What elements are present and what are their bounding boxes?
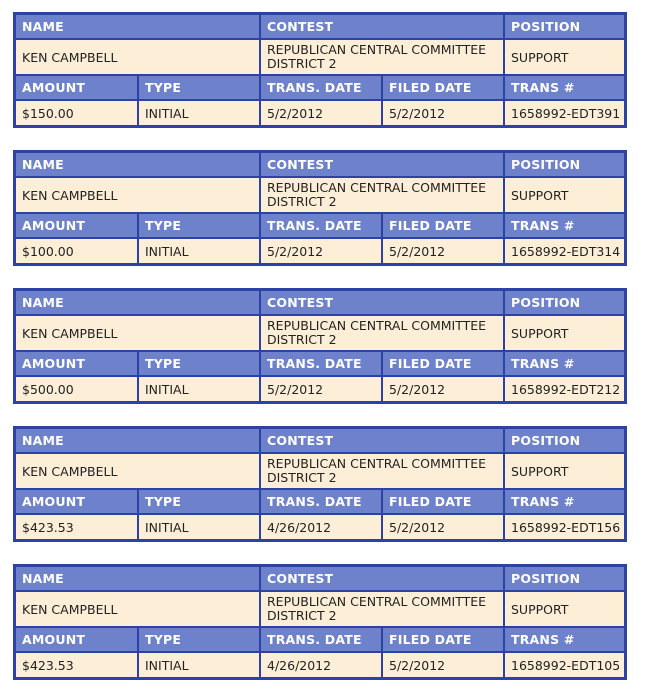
record-table bbox=[13, 564, 627, 680]
contest-header: CONTEST bbox=[261, 291, 503, 314]
trans-date-value: 4/26/2012 bbox=[261, 515, 381, 539]
trans-date-value: 5/2/2012 bbox=[261, 377, 381, 401]
type-header: TYPE bbox=[139, 490, 259, 513]
amount-value: $500.00 bbox=[16, 377, 137, 401]
position-header: POSITION bbox=[505, 15, 624, 38]
trans-number-header: TRANS # bbox=[505, 628, 624, 651]
record-table bbox=[13, 288, 627, 404]
trans-number-value: 1658992-EDT156 bbox=[505, 515, 624, 539]
contest-value: REPUBLICAN CENTRAL COMMITTEE DISTRICT 2 bbox=[261, 592, 503, 626]
filed-date-header: FILED DATE bbox=[383, 628, 503, 651]
trans-number-header: TRANS # bbox=[505, 490, 624, 513]
amount-value: $423.53 bbox=[16, 653, 137, 677]
name-header: NAME bbox=[16, 567, 259, 590]
contest-header: CONTEST bbox=[261, 153, 503, 176]
position-value: SUPPORT bbox=[505, 40, 624, 74]
trans-number-header: TRANS # bbox=[505, 352, 624, 375]
name-value: KEN CAMPBELL bbox=[16, 40, 259, 74]
type-header: TYPE bbox=[139, 628, 259, 651]
filed-date-value: 5/2/2012 bbox=[383, 515, 503, 539]
contest-header: CONTEST bbox=[261, 429, 503, 452]
name-value: KEN CAMPBELL bbox=[16, 316, 259, 350]
record-table bbox=[13, 12, 627, 128]
amount-header: AMOUNT bbox=[16, 214, 137, 237]
trans-date-header: TRANS. DATE bbox=[261, 628, 381, 651]
position-header: POSITION bbox=[505, 153, 624, 176]
name-value: KEN CAMPBELL bbox=[16, 454, 259, 488]
amount-value: $150.00 bbox=[16, 101, 137, 125]
trans-number-value: 1658992-EDT212 bbox=[505, 377, 624, 401]
name-header: NAME bbox=[16, 429, 259, 452]
position-header: POSITION bbox=[505, 291, 624, 314]
filed-date-header: FILED DATE bbox=[383, 76, 503, 99]
record-table bbox=[13, 426, 627, 542]
trans-number-header: TRANS # bbox=[505, 76, 624, 99]
amount-header: AMOUNT bbox=[16, 76, 137, 99]
type-value: INITIAL bbox=[139, 653, 259, 677]
type-value: INITIAL bbox=[139, 377, 259, 401]
trans-date-header: TRANS. DATE bbox=[261, 352, 381, 375]
trans-date-value: 4/26/2012 bbox=[261, 653, 381, 677]
trans-date-header: TRANS. DATE bbox=[261, 76, 381, 99]
contest-header: CONTEST bbox=[261, 15, 503, 38]
name-header: NAME bbox=[16, 153, 259, 176]
amount-value: $423.53 bbox=[16, 515, 137, 539]
trans-date-value: 5/2/2012 bbox=[261, 239, 381, 263]
trans-date-header: TRANS. DATE bbox=[261, 490, 381, 513]
filed-date-value: 5/2/2012 bbox=[383, 239, 503, 263]
amount-value: $100.00 bbox=[16, 239, 137, 263]
trans-number-header: TRANS # bbox=[505, 214, 624, 237]
filed-date-value: 5/2/2012 bbox=[383, 377, 503, 401]
amount-header: AMOUNT bbox=[16, 352, 137, 375]
record-table bbox=[13, 150, 627, 266]
type-value: INITIAL bbox=[139, 101, 259, 125]
type-header: TYPE bbox=[139, 76, 259, 99]
trans-date-value: 5/2/2012 bbox=[261, 101, 381, 125]
type-value: INITIAL bbox=[139, 515, 259, 539]
position-value: SUPPORT bbox=[505, 592, 624, 626]
position-header: POSITION bbox=[505, 567, 624, 590]
position-value: SUPPORT bbox=[505, 316, 624, 350]
trans-number-value: 1658992-EDT314 bbox=[505, 239, 624, 263]
amount-header: AMOUNT bbox=[16, 628, 137, 651]
contest-value: REPUBLICAN CENTRAL COMMITTEE DISTRICT 2 bbox=[261, 40, 503, 74]
position-header: POSITION bbox=[505, 429, 624, 452]
position-value: SUPPORT bbox=[505, 454, 624, 488]
name-value: KEN CAMPBELL bbox=[16, 592, 259, 626]
name-header: NAME bbox=[16, 291, 259, 314]
trans-number-value: 1658992-EDT391 bbox=[505, 101, 624, 125]
name-value: KEN CAMPBELL bbox=[16, 178, 259, 212]
filed-date-header: FILED DATE bbox=[383, 214, 503, 237]
amount-header: AMOUNT bbox=[16, 490, 137, 513]
contest-value: REPUBLICAN CENTRAL COMMITTEE DISTRICT 2 bbox=[261, 316, 503, 350]
type-header: TYPE bbox=[139, 214, 259, 237]
name-header: NAME bbox=[16, 15, 259, 38]
contest-header: CONTEST bbox=[261, 567, 503, 590]
position-value: SUPPORT bbox=[505, 178, 624, 212]
filed-date-value: 5/2/2012 bbox=[383, 101, 503, 125]
contest-value: REPUBLICAN CENTRAL COMMITTEE DISTRICT 2 bbox=[261, 454, 503, 488]
contest-value: REPUBLICAN CENTRAL COMMITTEE DISTRICT 2 bbox=[261, 178, 503, 212]
type-value: INITIAL bbox=[139, 239, 259, 263]
trans-number-value: 1658992-EDT105 bbox=[505, 653, 624, 677]
trans-date-header: TRANS. DATE bbox=[261, 214, 381, 237]
filed-date-value: 5/2/2012 bbox=[383, 653, 503, 677]
filed-date-header: FILED DATE bbox=[383, 490, 503, 513]
filed-date-header: FILED DATE bbox=[383, 352, 503, 375]
type-header: TYPE bbox=[139, 352, 259, 375]
